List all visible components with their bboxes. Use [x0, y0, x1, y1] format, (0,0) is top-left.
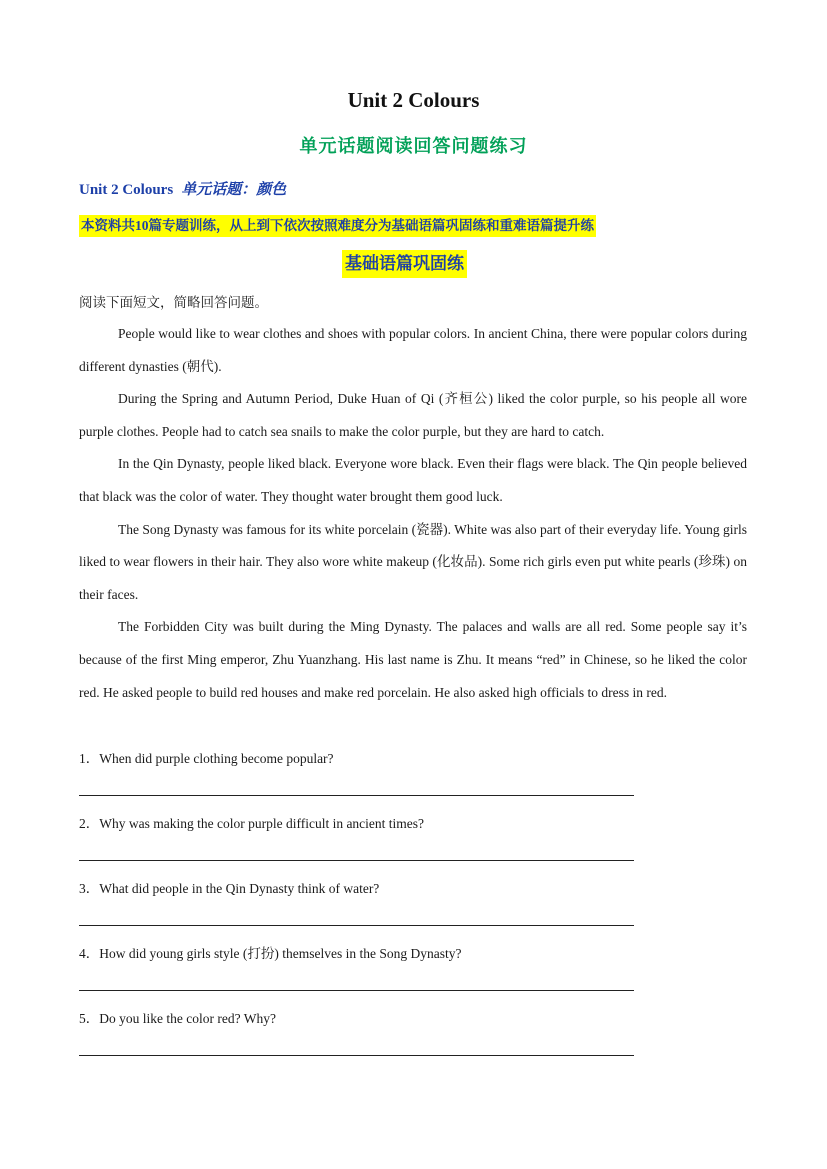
answer-line-4[interactable]	[79, 990, 634, 991]
question-3: 3．What did people in the Qin Dynasty think of water?	[79, 881, 380, 896]
reading-passage	[79, 318, 747, 709]
section-heading: 基础语篇巩固练	[342, 250, 467, 278]
answer-line-3[interactable]	[79, 925, 634, 926]
question-1: 1．When did purple clothing become popular?	[79, 751, 334, 766]
passage-paragraph: During the Spring and Autumn Period, Duke Huan of Qi (齐桓公) liked the color purple, so his people all wore purple clothes. People had to catch sea snails to make the color purple, but they are hard to catch.	[79, 391, 747, 439]
unit-label: Unit 2 Colours	[79, 182, 174, 198]
page-subtitle: 单元话题阅读回答问题练习	[299, 136, 528, 156]
question-5: 5．Do you like the color red? Why?	[79, 1011, 276, 1026]
instructions: 阅读下面短文，简略回答问题。	[79, 295, 268, 310]
answer-line-1[interactable]	[79, 795, 634, 796]
unit-topic: 单元话题：颜色	[181, 182, 287, 198]
question-2: 2．Why was making the color purple difficult in ancient times?	[79, 816, 425, 831]
passage-paragraph: In the Qin Dynasty, people liked black. Everyone wore black. Even their flags were black. The Qin people believed that black was the color of water. They thought water brought them good luck.	[79, 456, 747, 504]
answer-line-5[interactable]	[79, 1055, 634, 1056]
passage-paragraph: The Forbidden City was built during the Ming Dynasty. The palaces and walls are all red. Some people say it’s because of the first Ming emperor, Zhu Yuanzhang. His last name is Zhu. It means “red” in Chinese, so he liked the color red. He asked people to build red houses and make red porcelain. He also asked high officials to dress in red.	[79, 619, 747, 700]
unit-topic-line	[79, 178, 286, 199]
page-title: Unit 2 Colours	[347, 88, 480, 112]
question-4: 4．How did young girls style (打扮) themselves in the Song Dynasty?	[79, 946, 462, 961]
notice-highlight: 本资料共10篇专题训练，从上到下依次按照难度分为基础语篇巩固练和重难语篇提升练	[79, 215, 596, 237]
passage-paragraph: The Song Dynasty was famous for its white porcelain (瓷器). White was also part of their everyday life. Young girls liked to wear flowers in their hair. They also wore white makeup (化妆品). Some rich girls even put white pearls (珍珠) on their faces.	[79, 521, 747, 602]
answer-line-2[interactable]	[79, 860, 634, 861]
passage-paragraph: People would like to wear clothes and shoes with popular colors. In ancient China, there were popular colors during different dynasties (朝代).	[79, 326, 747, 374]
